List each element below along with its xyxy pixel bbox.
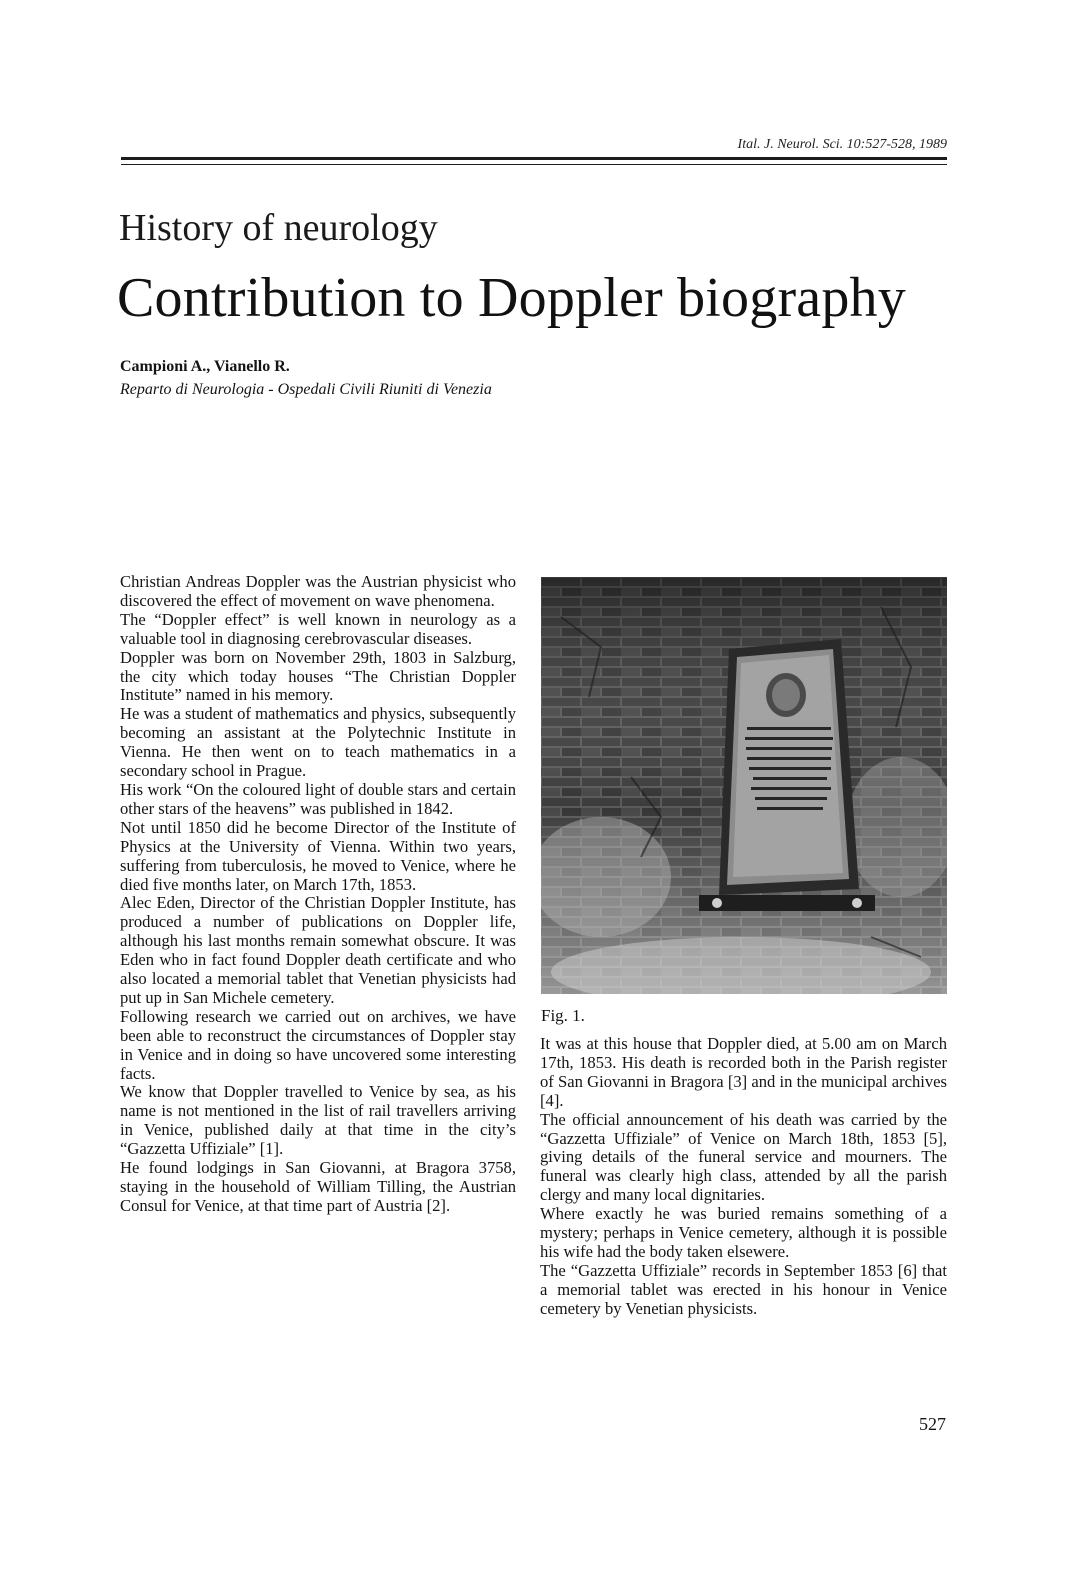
header-rule-thick <box>121 157 947 160</box>
body-paragraph: Alec Eden, Director of the Christian Doppler Institute, has produced a number of publications on Doppler life, although his last months remain somewhat obscure. It was Eden who in fact found Doppler death certificate and who also located a memorial tablet that Venetian physicists had put up in San Michele cemetery. <box>120 893 516 1007</box>
right-column <box>540 1035 947 1319</box>
body-paragraph: Not until 1850 did he become Director of the Institute of Physics at the University of Vienna. Within two years, suffering from tuberculosis, he moved to Venice, where he died five months later, on March 17th, 1853. <box>120 817 516 894</box>
section-heading: History of neurology <box>119 207 438 249</box>
author-list: Campioni A., Vianello R. <box>120 358 290 375</box>
body-paragraph: Where exactly he was buried remains something of a mystery; perhaps in Venice cemetery, although it is possible his wife had the body taken elsewere. <box>540 1204 947 1261</box>
header-rule-thin <box>121 164 947 165</box>
body-paragraph: The “Gazzetta Uffiziale” records in September 1853 [6] that a memorial tablet was erected in his honour in Venice cemetery by Venetian physicists. <box>540 1260 947 1318</box>
journal-reference: Ital. J. Neurol. Sci. 10:527-528, 1989 <box>737 137 947 152</box>
left-column <box>120 573 516 1216</box>
author-affiliation: Reparto di Neurologia - Ospedali Civili Riuniti di Venezia <box>120 381 492 398</box>
body-paragraph: Doppler was born on November 29th, 1803 in Salzburg, the city which today houses “The Christian Doppler Institute” named in his memory. <box>120 647 516 705</box>
page-number: 527 <box>919 1414 946 1434</box>
article-title: Contribution to Doppler biography <box>117 267 906 329</box>
body-paragraph: We know that Doppler travelled to Venice by sea, as his name is not mentioned in the list of rail travellers arriving in Venice, published daily at that time in the city’s “Gazzetta Uffiziale” [1]. <box>120 1082 516 1159</box>
body-paragraph: The official announcement of his death was carried by the “Gazzetta Uffiziale” of Venice on March 18th, 1853 [5], giving details of the funeral service and mourners. The funeral was clearly high class, attended by all the parish clergy and many local dignitaries. <box>540 1109 947 1205</box>
body-paragraph: Christian Andreas Doppler was the Austrian physicist who discovered the effect of movement on wave phenomena. <box>120 572 516 610</box>
figure-photo-memorial-tablet <box>541 577 947 994</box>
body-paragraph: Following research we carried out on archives, we have been able to reconstruct the circumstances of Doppler stay in Venice and in doing so have uncovered some interesting facts. <box>120 1006 516 1083</box>
body-paragraph: He was a student of mathematics and physics, subsequently becoming an assistant at the Polytechnic Institute in Vienna. He then went on to teach mathematics in a secondary school in Prague. <box>120 704 516 781</box>
body-paragraph: He found lodgings in San Giovanni, at Bragora 3758, staying in the household of William Tilling, the Austrian Consul for Venice, at that time part of Austria [2]. <box>120 1158 516 1215</box>
body-paragraph: His work “On the coloured light of double stars and certain other stars of the heavens” was published in 1842. <box>120 779 516 818</box>
figure-caption: Fig. 1. <box>541 1006 585 1025</box>
body-paragraph: The “Doppler effect” is well known in neurology as a valuable tool in diagnosing cerebrovascular diseases. <box>120 609 516 648</box>
body-paragraph: It was at this house that Doppler died, at 5.00 am on March 17th, 1853. His death is recorded both in the Parish register of San Giovanni in Bragora [3] and in the municipal archives [4]. <box>540 1034 947 1110</box>
